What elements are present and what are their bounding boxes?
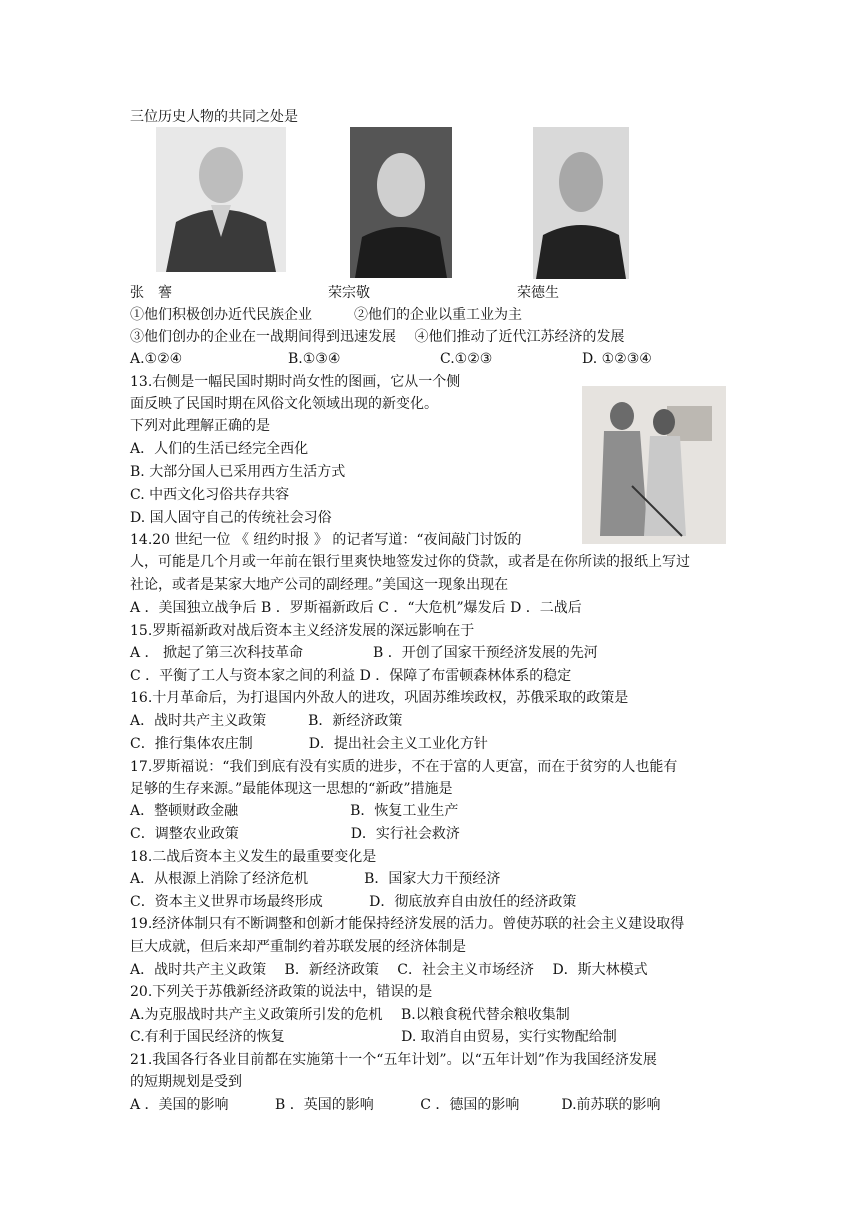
q21-stem-1: 21.我国各行各业目前都在实施第十一个“五年计划”。以“五年计划”作为我国经济发展	[130, 1052, 657, 1068]
q12-option-b: B.①③④	[288, 351, 341, 367]
q15-options-cd: C ．平衡了工人与资本家之间的利益 D ．保障了布雷顿森林体系的稳定	[130, 668, 572, 684]
q16-options-ab: A．战时共产主义政策 B．新经济政策	[130, 713, 403, 729]
q14-options: A ．美国独立战争后 B ．罗斯福新政后 C ．“大危机”爆发后 D ．二战后	[130, 600, 582, 616]
q17-options-cd: C．调整农业政策 D．实行社会救济	[130, 826, 460, 842]
republic-era-women-painting	[582, 386, 726, 544]
q18-options-ab: A．从根源上消除了经济危机 B．国家大力干预经济	[130, 871, 501, 887]
q13-stem-1: 13.右侧是一幅民国时期时尚女性的图画，它从一个侧	[130, 374, 461, 390]
q14-stem-3: 社论，或者是某家大地产公司的副经理。”美国这一现象出现在	[130, 577, 509, 593]
q12-statements-2: ③他们创办的企业在一战期间得到迅速发展 ④他们推动了近代江苏经济的发展	[130, 329, 625, 345]
q13-stem-3: 下列对此理解正确的是	[130, 418, 270, 434]
q16-options-cd: C．推行集体农庄制 D．提出社会主义工业化方针	[130, 736, 488, 752]
q12-option-c: C.①②③	[440, 351, 493, 367]
q15-stem: 15.罗斯福新政对战后资本主义经济发展的深远影响在于	[130, 623, 475, 639]
q13-option-c: C. 中西文化习俗共存共容	[130, 487, 290, 503]
q17-stem-2: 足够的生存来源。”最能体现这一思想的“新政”措施是	[130, 781, 453, 797]
portrait-rong-zongjing	[350, 127, 452, 278]
q16-stem: 16.十月革命后，为打退国内外敌人的进攻，巩固苏维埃政权，苏俄采取的政策是	[130, 690, 629, 706]
name-rong-zongjing: 荣宗敬	[328, 285, 370, 301]
q13-option-d: D. 国人固守自己的传统社会习俗	[130, 510, 332, 526]
q21-stem-2: 的短期规划是受到	[130, 1074, 242, 1090]
q17-options-ab: A．整顿财政金融 B．恢复工业生产	[130, 803, 459, 819]
q17-stem-1: 17.罗斯福说：“我们到底有没有实质的进步，不在于富的人更富，而在于贫穷的人也能有	[130, 759, 678, 775]
portrait-rong-desheng	[533, 127, 629, 279]
q18-stem: 18.二战后资本主义发生的最重要变化是	[130, 849, 377, 865]
q15-options-ab: A ． 掀起了第三次科技革命 B ．开创了国家干预经济发展的先河	[130, 645, 598, 661]
q12-option-a: A.①②④	[130, 351, 183, 367]
q20-options-ab: A.为克服战时共产主义政策所引发的危机 B.以粮食税代替余粮收集制	[130, 1007, 570, 1023]
name-rong-desheng: 荣德生	[517, 285, 559, 301]
q14-stem-2: 人，可能是几个月或一年前在银行里爽快地签发过你的贷款，或者是在你所读的报纸上写过	[130, 554, 690, 570]
q13-stem-2: 面反映了民国时期在风俗文化领域出现的新变化。	[130, 396, 438, 412]
q20-options-cd: C.有利于国民经济的恢复 D. 取消自由贸易，实行实物配给制	[130, 1029, 617, 1045]
q14-stem-1: 14.20 世纪一位 《 纽约时报 》 的记者写道：“夜间敲门讨饭的	[130, 532, 522, 548]
q18-options-cd: C．资本主义世界市场最终形成 D．彻底放弃自由放任的经济政策	[130, 894, 577, 910]
q19-options: A．战时共产主义政策 B．新经济政策 C．社会主义市场经济 D．斯大林模式	[130, 962, 648, 978]
q20-stem: 20.下列关于苏俄新经济政策的说法中，错误的是	[130, 984, 433, 1000]
portrait-zhang-jian	[156, 127, 286, 272]
q12-stem: 三位历史人物的共同之处是	[130, 109, 298, 125]
q13-option-b: B. 大部分国人已采用西方生活方式	[130, 464, 346, 480]
name-zhang-jian: 张 謇	[130, 285, 172, 301]
q13-option-a: A．人们的生活已经完全西化	[130, 441, 309, 457]
q19-stem-2: 巨大成就，但后来却严重制约着苏联发展的经济体制是	[130, 939, 466, 955]
q12-statements-1: ①他们积极创办近代民族企业 ②他们的企业以重工业为主	[130, 307, 522, 323]
q19-stem-1: 19.经济体制只有不断调整和创新才能保持经济发展的活力。曾使苏联的社会主义建设取得	[130, 916, 685, 932]
q12-option-d: D. ①②③④	[582, 351, 652, 367]
q21-options: A ．美国的影响 B ．英国的影响 C ．德国的影响 D.前苏联的影响	[130, 1097, 661, 1113]
